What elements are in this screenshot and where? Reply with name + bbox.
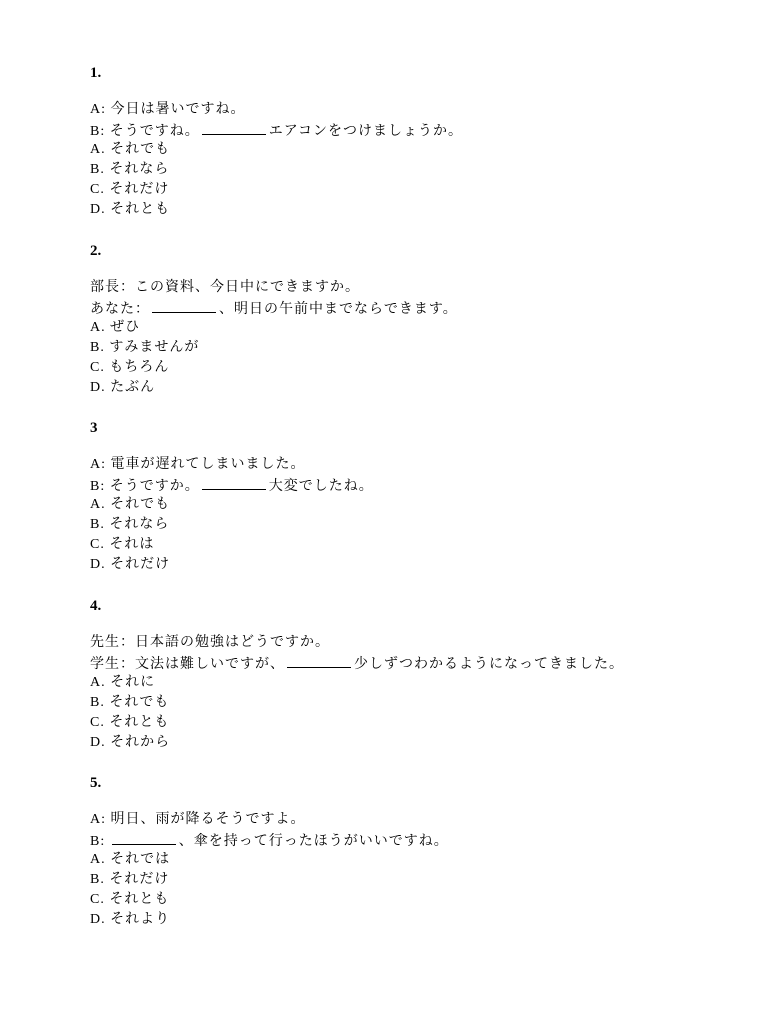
answer-blank[interactable] — [202, 475, 266, 490]
question-5 — [90, 773, 730, 930]
answer-blank[interactable] — [152, 298, 216, 313]
question-2 — [90, 241, 730, 398]
option-b[interactable]: B. すみませんが — [90, 340, 200, 355]
dialogue-line-b-start: B: — [90, 834, 110, 849]
option-b[interactable]: B. それでも — [90, 695, 170, 710]
answer-blank[interactable] — [287, 653, 351, 668]
option-a[interactable]: A. それでも — [90, 142, 171, 157]
question-1 — [90, 63, 730, 220]
option-d[interactable]: D. それとも — [90, 202, 171, 217]
option-c[interactable]: C. それとも — [90, 892, 170, 907]
question-number: 4. — [90, 598, 102, 614]
option-a[interactable]: A. それでも — [90, 497, 171, 512]
dialogue-line-a: 先生：日本語の勉強はどうですか。 — [90, 635, 330, 650]
dialogue-line-b-end: 、傘を持って行ったほうがいいですね。 — [178, 834, 449, 849]
question-4 — [90, 596, 730, 753]
dialogue-line-b-start: B: そうですね。 — [90, 124, 200, 139]
option-b[interactable]: B. それなら — [90, 162, 170, 177]
dialogue-line-b-start: あなた： — [90, 302, 150, 317]
option-d[interactable]: D. たぶん — [90, 380, 156, 395]
option-a[interactable]: A. それに — [90, 675, 156, 690]
dialogue-line-b-end: 少しずつわかるようになってきました。 — [354, 657, 624, 672]
dialogue-line-b — [90, 475, 730, 495]
dialogue-line-a: A: 明日、雨が降るそうですよ。 — [90, 812, 306, 827]
option-d[interactable]: D. それより — [90, 912, 171, 927]
answer-blank[interactable] — [112, 830, 176, 845]
option-c[interactable]: C. それは — [90, 537, 155, 552]
question-number: 5. — [90, 775, 102, 791]
dialogue-line-b — [90, 298, 730, 318]
dialogue-line-b — [90, 653, 730, 673]
dialogue-line-b-end: 大変でしたね。 — [268, 479, 374, 494]
option-d[interactable]: D. それから — [90, 735, 171, 750]
dialogue-line-b — [90, 120, 730, 140]
question-3 — [90, 418, 730, 575]
dialogue-line-b-start: 学生：文法は難しいですが、 — [90, 657, 285, 672]
dialogue-line-a: A: 今日は暑いですね。 — [90, 102, 246, 117]
option-c[interactable]: C. それとも — [90, 715, 170, 730]
option-d[interactable]: D. それだけ — [90, 557, 171, 572]
option-c[interactable]: C. それだけ — [90, 182, 170, 197]
option-b[interactable]: B. それだけ — [90, 872, 170, 887]
option-a[interactable]: A. ぜひ — [90, 320, 141, 335]
option-a[interactable]: A. それでは — [90, 852, 171, 867]
dialogue-line-a: A: 電車が遅れてしまいました。 — [90, 457, 306, 472]
question-number: 2. — [90, 243, 102, 259]
option-b[interactable]: B. それなら — [90, 517, 170, 532]
option-c[interactable]: C. もちろん — [90, 360, 170, 375]
dialogue-line-b-end: エアコンをつけましょうか。 — [268, 124, 464, 139]
dialogue-line-b-end: 、明日の午前中までならできます。 — [219, 302, 458, 317]
answer-blank[interactable] — [202, 120, 266, 135]
dialogue-line-b — [90, 830, 730, 850]
dialogue-line-a: 部長：この資料、今日中にできますか。 — [90, 280, 360, 295]
dialogue-line-b-start: B: そうですか。 — [90, 479, 200, 494]
question-number: 1. — [90, 65, 102, 81]
question-number: 3 — [90, 420, 98, 436]
